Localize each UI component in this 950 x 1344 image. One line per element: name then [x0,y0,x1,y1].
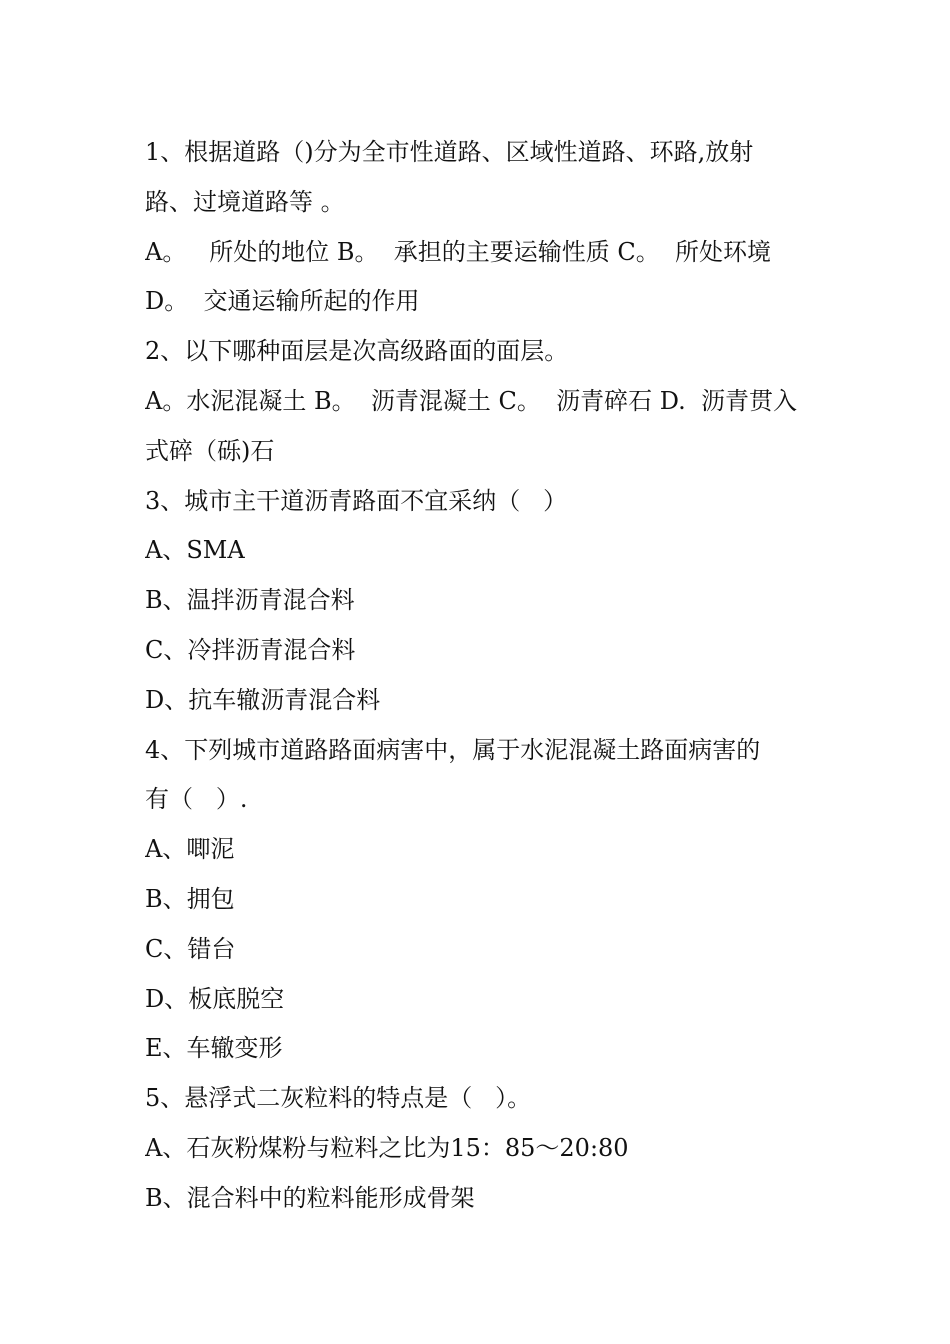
question-3-option-b: B、温拌沥青混合料 [145,586,355,615]
question-4-option-e: E、车辙变形 [145,1034,283,1063]
question-4-option-c: C、错台 [145,934,236,963]
question-4-option-a: A、唧泥 [145,835,235,864]
question-1-options-line-2: D。 交通运输所起的作用 [145,287,420,316]
document-body [145,128,815,1224]
question-3-option-d: D、抗车辙沥青混合料 [145,685,381,714]
question-1-line-2: 路、过境道路等 。 [145,187,345,216]
question-1-line-1: 1、根据道路（)分为全市性道路、区域性道路、环路,放射 [145,138,754,166]
question-5-line: 5、悬浮式二灰粒料的特点是（ ）。 [145,1084,532,1113]
question-2-options-line-2: 式碎（砾)石 [145,436,275,465]
question-2-line: 2、以下哪种面层是次高级路面的面层。 [145,337,569,366]
question-4-option-b: B、拥包 [145,884,235,913]
question-1-options-line-1: A。 所处的地位 B。 承担的主要运输性质 C。 所处环境 [145,237,771,266]
question-3-line: 3、城市主干道沥青路面不宜采纳（ ） [145,486,568,515]
question-3-option-c: C、冷拌沥青混合料 [145,635,356,664]
question-2-options-line-1: A。水泥混凝土 B。 沥青混凝土 C。 沥青碎石 D. 沥青贯入 [145,386,798,415]
question-4-option-d: D、板底脱空 [145,984,285,1013]
question-5-option-b: B、混合料中的粒料能形成骨架 [145,1183,475,1212]
question-3-option-a: A、SMA [145,536,245,565]
question-5-option-a: A、石灰粉煤粉与粒料之比为15：85～20:80 [145,1133,629,1162]
question-4-line-2: 有（ ）. [145,785,248,814]
question-4-line-1: 4、下列城市道路路面病害中，属于水泥混凝土路面病害的 [145,735,761,764]
